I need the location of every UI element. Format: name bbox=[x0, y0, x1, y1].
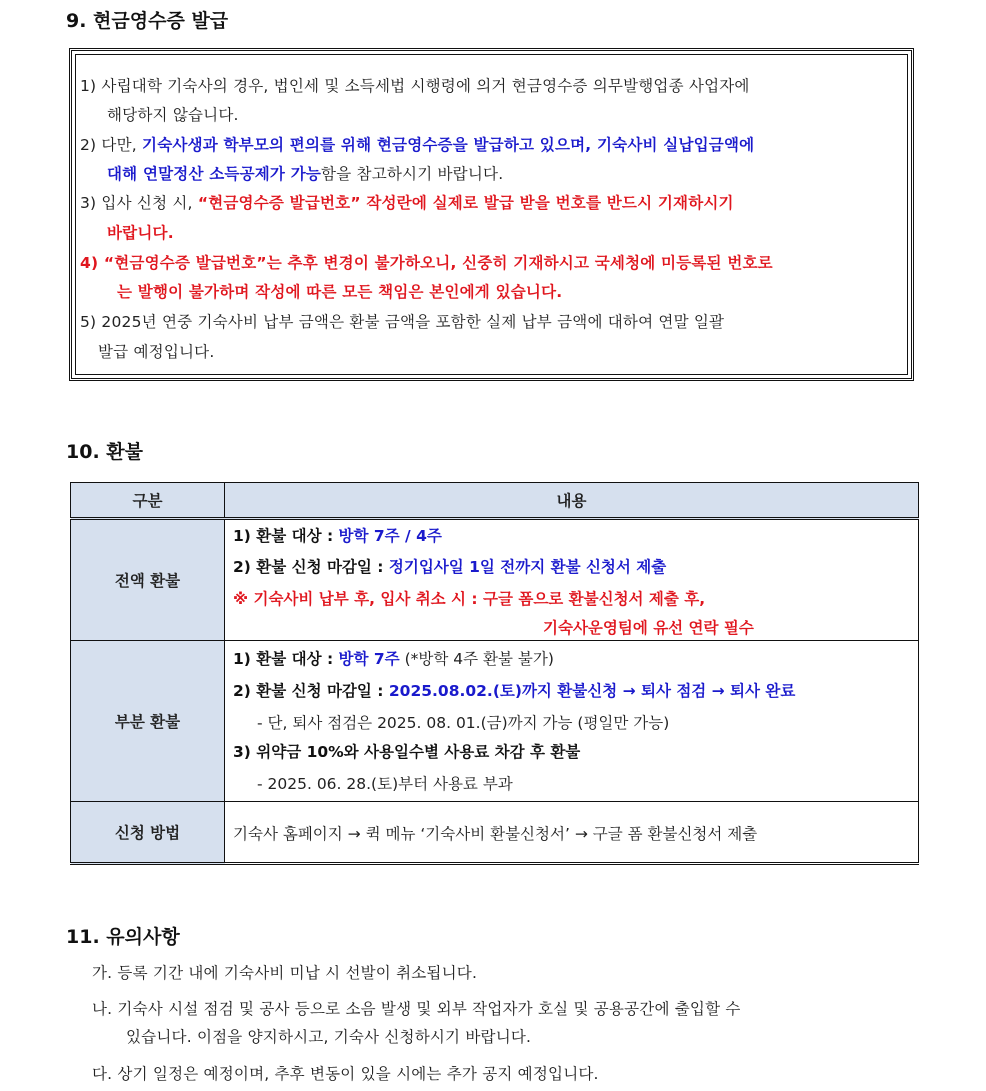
partial-refund-line5: - 2025. 06. 28.(토)부터 사용료 부과 bbox=[257, 775, 513, 793]
section-10-heading: 10. 환불 bbox=[66, 441, 143, 463]
refund-table bbox=[70, 482, 919, 865]
partial-refund-line2: 2) 환불 신청 마감일 : 2025.08.02.(토)까지 환불신청 → 퇴사 점검 → 퇴사 완료 bbox=[233, 682, 796, 700]
method-content bbox=[225, 802, 919, 864]
full-refund-label: 전액 환불 bbox=[71, 519, 225, 641]
row-method bbox=[71, 802, 919, 864]
sec9-item2-highlight2: 대해 연말정산 소득공제가 가능 bbox=[107, 165, 322, 183]
partial-refund-line1: 1) 환불 대상 : 방학 7주 (*방학 4주 환불 불가) bbox=[233, 650, 554, 668]
method-text: 기숙사 홈페이지 → 퀵 메뉴 ‘기숙사비 환불신청서’ → 구글 폼 환불신청서 제출 bbox=[233, 825, 758, 843]
sec9-item3-prefix: 3) 입사 신청 시, bbox=[80, 194, 198, 212]
sec9-item2-highlight: 기숙사생과 학부모의 편의를 위해 현금영수증을 발급하고 있으며, 기숙사비 실납입금액에 bbox=[142, 136, 755, 154]
section-11-heading: 11. 유의사항 bbox=[66, 926, 180, 948]
note-na-line2: 있습니다. 이점을 양지하시고, 기숙사 신청하시기 바랍니다. bbox=[126, 1028, 532, 1046]
sec9-item1-line1: 1) 사립대학 기숙사의 경우, 법인세 및 소득세법 시행령에 의거 현금영수증 의무발행업종 사업자에 bbox=[80, 77, 750, 95]
full-refund-line2: 2) 환불 신청 마감일 : 정기입사일 1일 전까지 환불 신청서 제출 bbox=[233, 558, 667, 576]
method-label: 신청 방법 bbox=[71, 802, 225, 864]
note-na-line1: 나. 기숙사 시설 점검 및 공사 등으로 소음 발생 및 외부 작업자가 호실 및 공용공간에 출입할 수 bbox=[92, 1000, 741, 1018]
note-da: 다. 상기 일정은 예정이며, 추후 변동이 있을 시에는 추가 공지 예정입니다. bbox=[92, 1065, 599, 1083]
partial-refund-content bbox=[225, 641, 919, 802]
sec9-item4-line1: 4) “현금영수증 발급번호”는 추후 변경이 불가하오니, 신중히 기재하시고 국세청에 미등록된 번호로 bbox=[80, 254, 773, 272]
col-category-header: 구분 bbox=[71, 483, 225, 519]
sec9-item2-prefix: 2) 다만, bbox=[80, 136, 143, 154]
full-refund-notice: ※ 기숙사비 납부 후, 입사 취소 시 : 구글 폼으로 환불신청서 제출 후, bbox=[233, 590, 706, 608]
partial-refund-line3: - 단, 퇴사 점검은 2025. 08. 01.(금)까지 가능 (평일만 가능) bbox=[257, 714, 670, 732]
sec9-item4-line2: 는 발행이 불가하며 작성에 따른 모든 책임은 본인에게 있습니다. bbox=[117, 283, 563, 301]
sec9-item2-suffix: 함을 참고하시기 바랍니다. bbox=[321, 165, 504, 183]
sec9-item5-line2: 발급 예정입니다. bbox=[98, 343, 215, 361]
sec9-item2-line2 bbox=[107, 162, 503, 184]
sec9-item3-highlight: “현금영수증 발급번호” 작성란에 실제로 발급 받을 번호를 반드시 기재하시기 bbox=[197, 194, 734, 212]
full-refund-line1: 1) 환불 대상 : 방학 7주 / 4주 bbox=[233, 527, 442, 545]
sec9-item3-line1 bbox=[80, 191, 734, 213]
sec9-item3-line2: 바랍니다. bbox=[107, 224, 174, 242]
sec9-item1-line2: 해당하지 않습니다. bbox=[107, 106, 239, 124]
sec9-item2-line1 bbox=[80, 133, 754, 155]
row-partial-refund bbox=[71, 641, 919, 802]
full-refund-content bbox=[225, 519, 919, 641]
refund-table-header bbox=[71, 483, 919, 519]
note-ga: 가. 등록 기간 내에 기숙사비 미납 시 선발이 취소됩니다. bbox=[92, 964, 478, 982]
full-refund-notice-cont: 기숙사운영팀에 유선 연락 필수 bbox=[543, 619, 754, 637]
sec9-item5-line1: 5) 2025년 연중 기숙사비 납부 금액은 환불 금액을 포함한 실제 납부 금액에 대하여 연말 일괄 bbox=[80, 313, 725, 331]
partial-refund-line4: 3) 위약금 10%와 사용일수별 사용료 차감 후 환불 bbox=[233, 743, 581, 761]
col-content-header: 내용 bbox=[225, 483, 919, 519]
partial-refund-label: 부분 환불 bbox=[71, 641, 225, 802]
section-9-heading: 9. 현금영수증 발급 bbox=[66, 10, 229, 32]
row-full-refund bbox=[71, 519, 919, 641]
